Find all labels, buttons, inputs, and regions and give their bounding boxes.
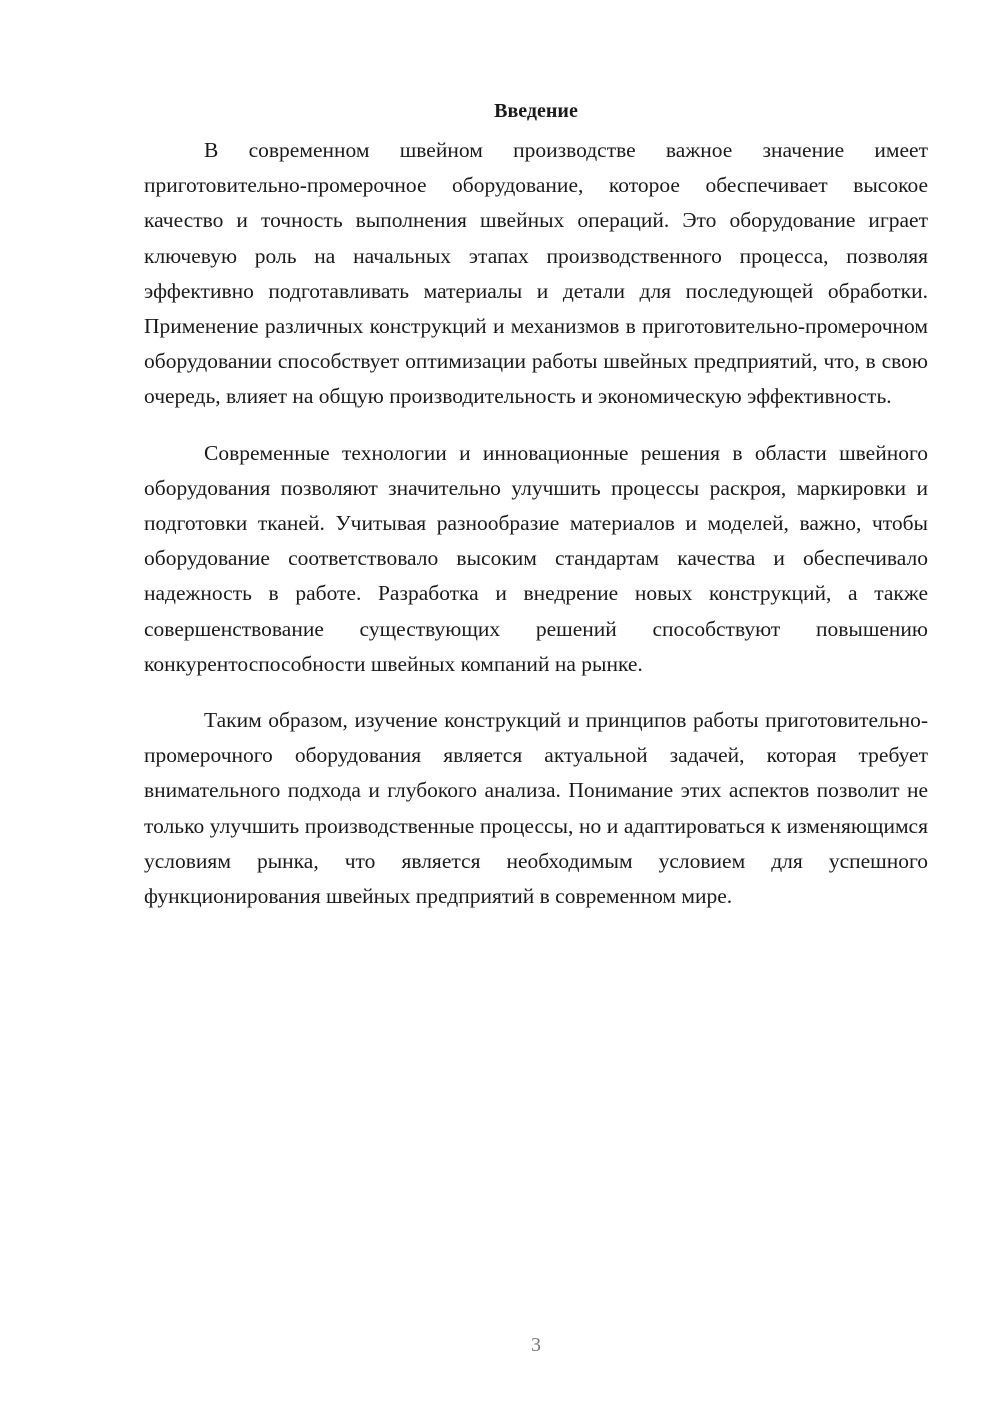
paragraph-3: Таким образом, изучение конструкций и принципов работы приготовительно-промерочного оборудования является актуальной задачей, которая требует внимательного подхода и глубокого анализа. Понимание этих аспектов позволит не только улучшить производственные процессы, но и адаптироваться к изменяющимся условиям рынка, что является необходимым условием для успешного функционирования швейных предприятий в современном мире. xyxy=(144,708,928,909)
page-number: 3 xyxy=(531,1334,541,1356)
paragraph-2: Современные технологии и инновационные решения в области швейного оборудования позволяют значительно улучшить процессы раскроя, маркировки и подготовки тканей. Учитывая разнообразие материалов и моделей, важно, чтобы оборудование соответствовало высоким стандартам качества и обеспечивало надежность в работе. Разработка и внедрение новых конструкций, а также совершенствование существующих решений способствуют повышению конкурентоспособности швейных компаний на рынке. xyxy=(144,440,928,676)
page-content xyxy=(144,97,928,914)
section-heading: Введение xyxy=(494,100,578,122)
paragraph-1: В современном швейном производстве важное значение имеет приготовительно-промерочное оборудование, которое обеспечивает высокое качество и точность выполнения швейных операций. Это оборудование играет ключевую роль на начальных этапах производственного процесса, позволяя эффективно подготавливать материалы и детали для последующей обработки. Применение различных конструкций и механизмов в приготовительно-промерочном оборудовании способствует оптимизации работы швейных предприятий, что, в свою очередь, влияет на общую производительность и экономическую эффективность. xyxy=(144,138,928,409)
